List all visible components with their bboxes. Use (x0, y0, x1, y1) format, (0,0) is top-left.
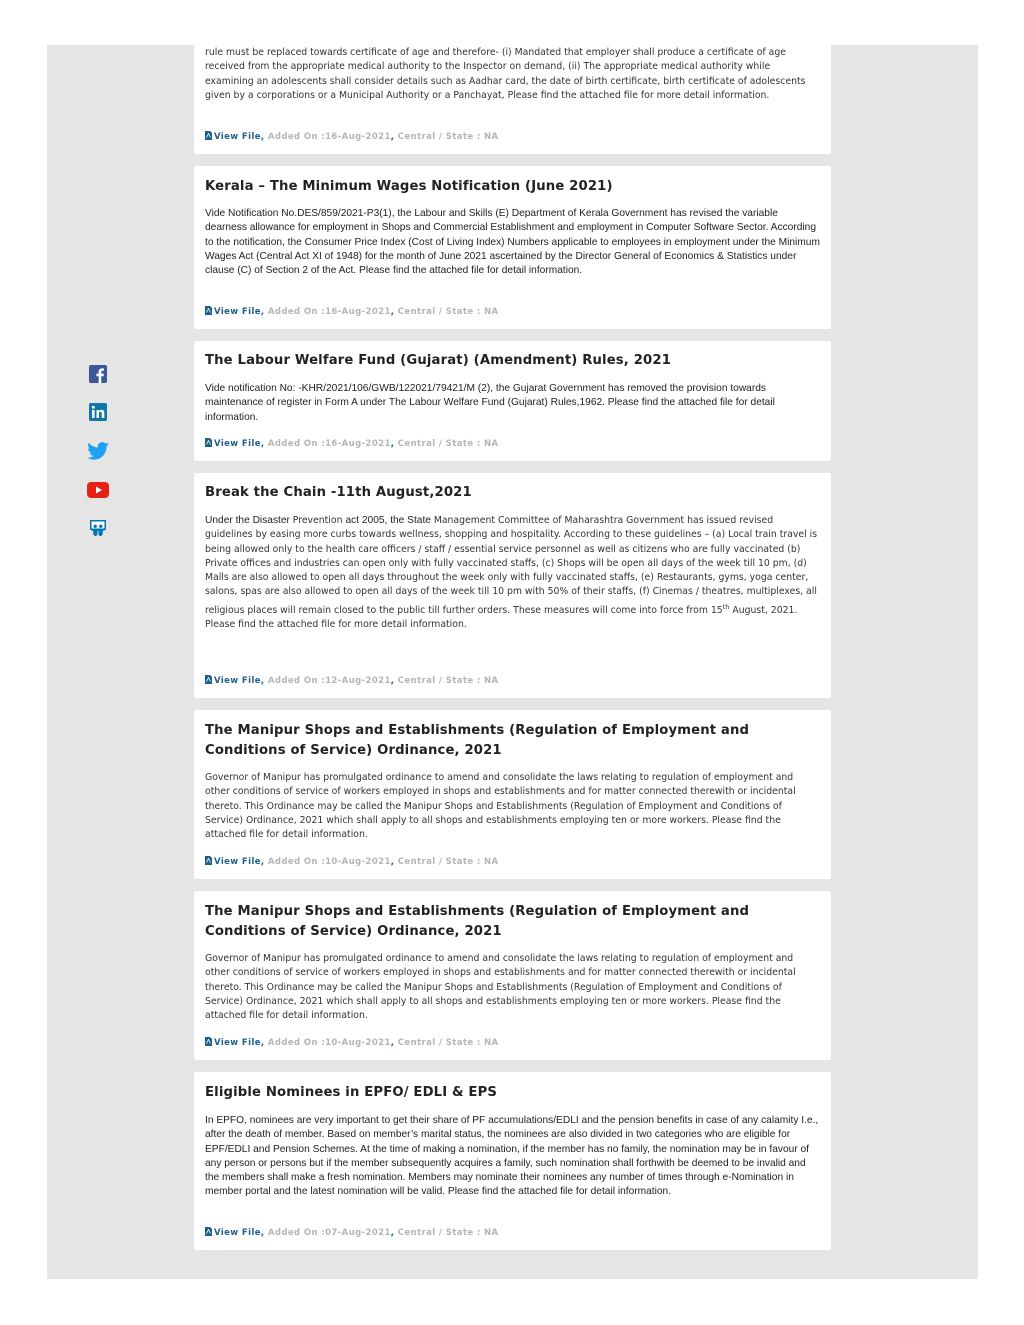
card-title[interactable]: Break the Chain -11th August,2021 (205, 485, 472, 500)
pdf-file-icon (205, 856, 212, 865)
card-title[interactable]: The Labour Welfare Fund (Gujarat) (Amendment) Rules, 2021 (205, 353, 672, 368)
pdf-file-icon (205, 1227, 212, 1236)
card-title[interactable]: Eligible Nominees in EPFO/ EDLI & EPS (205, 1085, 498, 1100)
pdf-file-icon (205, 675, 212, 684)
added-date: Added On :10-Aug-2021 (267, 857, 391, 867)
notification-card (194, 710, 831, 879)
view-file-link[interactable]: View File (205, 1038, 261, 1048)
card-meta: View File, Added On :12-Aug-2021, Central / State : NA (205, 675, 820, 686)
scope-label: Central / State : NA (397, 857, 499, 867)
scope-label: Central / State : NA (397, 1038, 499, 1048)
view-file-link[interactable]: View File (205, 857, 261, 867)
view-file-link[interactable]: View File (205, 676, 261, 686)
pdf-file-icon (205, 438, 212, 447)
scope-label: Central / State : NA (397, 132, 499, 142)
view-file-link[interactable]: View File (205, 307, 261, 317)
card-description: In EPFO, nominees are very important to get their share of PF accumulations/EDLI and the pension benefits in case of any calamity I.e., after the death of member. Based on member’s marital status, the nominees are also divided in two categories who are eligible for EPF/EDLI and Pension Schemes. At the time of making a nomination, if the member has no family, the nomination may be in favour of any person or persons but if the member subsequently acquires a family, such nomination shall forthwith be deemed to be invalid and the members shall make a fresh nomination. Members may nominate their nominees any number of times through e-Nomination in member portal and the latest nomination will be valid. Please find the attached file for detail information. (205, 1115, 819, 1198)
added-date: Added On :16-Aug-2021 (267, 132, 391, 142)
linkedin-icon[interactable] (87, 401, 109, 423)
added-date: Added On :07-Aug-2021 (267, 1228, 391, 1238)
scope-label: Central / State : NA (397, 307, 499, 317)
added-date: Added On :10-Aug-2021 (267, 1038, 391, 1048)
added-date: Added On :16-Aug-2021 (267, 307, 391, 317)
card-description: Governor of Manipur has promulgated ordinance to amend and consolidate the laws relating to regulation of employment and other conditions of service of workers employed in shops and establishments and for matter connected therewith or incidental thereto. This Ordinance may be called the Manipur Shops and Establishments (Regulation of Employment and Conditions of Service) Ordinance, 2021 which shall apply to all shops and establishments employing ten or more workers. Please find the attached file for detail information. (205, 953, 796, 1022)
scope-label: Central / State : NA (397, 1228, 499, 1238)
card-meta: View File, Added On :07-Aug-2021, Central / State : NA (205, 1227, 820, 1238)
notification-card (194, 891, 831, 1060)
card-description: Governor of Manipur has promulgated ordinance to amend and consolidate the laws relating to regulation of employment and other conditions of service of workers employed in shops and establishments and for matter connected therewith or incidental thereto. This Ordinance may be called the Manipur Shops and Establishments (Regulation of Employment and Conditions of Service) Ordinance, 2021 which shall apply to all shops and establishments employing ten or more workers. Please find the attached file for detail information. (205, 772, 796, 841)
card-meta: View File, Added On :10-Aug-2021, Central / State : NA (205, 856, 820, 867)
card-meta: View File, Added On :16-Aug-2021, Central / State : NA (205, 438, 820, 449)
twitter-icon[interactable] (87, 440, 109, 462)
pdf-file-icon (205, 131, 212, 140)
youtube-icon[interactable] (87, 479, 109, 501)
card-meta: View File, Added On :16-Aug-2021, Central / State : NA (205, 306, 820, 317)
view-file-link[interactable]: View File (205, 1228, 261, 1238)
added-date: Added On :16-Aug-2021 (267, 439, 391, 449)
pdf-file-icon (205, 1037, 212, 1046)
card-description: Vide Notification No.DES/859/2021-P3(1), the Labour and Skills (E) Department of Kerala Government has revised the variable dearness allowance for employment in Shops and Commercial Establishment and employment in Computer Software Sector. According to the notification, the Consumer Price Index (Cost of Living Index) Numbers applicable to employees in employment under the Minimum Wages Act (Central Act XI of 1948) for the month of June 2021 ascertained by the Director General of Economics & Statistics under clause (C) of Section 2 of the Act. Please find the attached file for detail information. (205, 208, 820, 277)
card-meta: View File, Added On :10-Aug-2021, Central / State : NA (205, 1037, 820, 1048)
scope-label: Central / State : NA (397, 676, 499, 686)
view-file-link[interactable]: View File (205, 132, 261, 142)
card-description: rule must be replaced towards certificate of age and therefore- (i) Mandated that employer shall produce a certificate of age received from the appropriate medical authority to the Inspector on demand, (ii) The appropriate medical authority while examining an adolescents shall consider details such as Aadhar card, the date of birth certificate, birth certificate of adolescents given by a corporations or a Municipal Authority or a Panchayat, Please find the attached file for more detail information. (205, 47, 806, 101)
card-meta: View File, Added On :16-Aug-2021, Central / State : NA (205, 131, 820, 142)
notification-card (194, 166, 831, 329)
card-title[interactable]: Kerala – The Minimum Wages Notification (June 2021) (205, 179, 613, 194)
slideshare-icon[interactable] (87, 517, 109, 539)
scope-label: Central / State : NA (397, 439, 499, 449)
notification-card (194, 341, 831, 461)
notification-card (194, 1072, 831, 1250)
card-title[interactable]: The Manipur Shops and Establishments (Regulation of Employment and Conditions of Service) Ordinance, 2021 (205, 904, 750, 939)
card-description: Vide notification No: -KHR/2021/106/GWB/122021/79421/M (2), the Gujarat Government has removed the provision towards maintenance of register in Form A under The Labour Welfare Fund (Gujarat) Rules,1962. Please find the attached file for detail information. (205, 383, 775, 423)
notification-card (194, 473, 831, 698)
card-description: Under the Disaster Prevention act 2005, the State Management Committee of Maharashtra Government has issued revised guidelines by easing more curbs towards wellness, shopping and hospitality. According to these guidelines – (a) Local train travel is being allowed only to the health care officers / staff / essential service personnel as well as citizens who are fully vaccinated (b) Private offices and industries can open only with fully vaccinated staffs, (c) Shops will be open all days of the week till 10 pm, (d) Malls are also allowed to open all days throughout the week only with fully vaccinated staffs, (e) Restaurants, gyms, yoga center, salons, spas are also allowed to open all days of the week till 10 pm with 50% of their staffs, (f) Cinemas / theatres, multiplexes, all religious places will remain closed to the public till further orders. These measures will come into force from 15th August, 2021. Please find the attached file for more detail information. (205, 515, 818, 631)
view-file-link[interactable]: View File (205, 439, 261, 449)
added-date: Added On :12-Aug-2021 (267, 676, 391, 686)
card-title[interactable]: The Manipur Shops and Establishments (Regulation of Employment and Conditions of Service) Ordinance, 2021 (205, 723, 750, 758)
facebook-icon[interactable] (87, 363, 109, 385)
notification-card (194, 45, 831, 154)
pdf-file-icon (205, 306, 212, 315)
